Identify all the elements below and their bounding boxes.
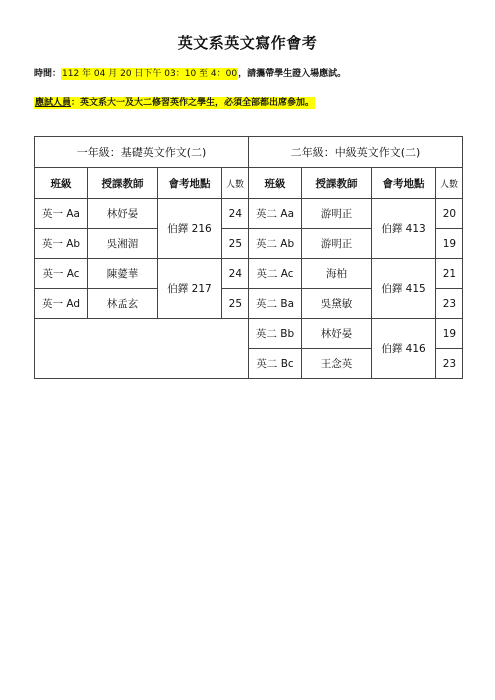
year2-class-header: 班級: [249, 168, 302, 199]
year1-class-cell: 英一 Ad: [35, 289, 88, 319]
year2-count-cell: 23: [436, 289, 463, 319]
year2-teacher-cell: 游明正: [302, 229, 372, 259]
year2-location-cell: 伯鐸 416: [372, 319, 436, 379]
year1-count-header: 人數: [222, 168, 249, 199]
year1-class-header: 班級: [35, 168, 88, 199]
time-label: 時間：: [34, 69, 62, 79]
year2-count-header: 人數: [436, 168, 463, 199]
exam-schedule-table: [34, 136, 463, 379]
table-row: [35, 199, 463, 229]
year2-class-cell: 英二 Ab: [249, 229, 302, 259]
year2-count-cell: 19: [436, 319, 463, 349]
year1-count-cell: 25: [222, 229, 249, 259]
year1-class-cell: 英一 Aa: [35, 199, 88, 229]
year2-teacher-cell: 吳黛敏: [302, 289, 372, 319]
year1-location-cell: 伯鐸 217: [158, 259, 222, 319]
year2-teacher-header: 授課教師: [302, 168, 372, 199]
year1-course-heading: 一年級：基礎英文作文(二): [35, 137, 249, 168]
notice-highlight: [34, 97, 315, 109]
year1-location-header: 會考地點: [158, 168, 222, 199]
year1-count-cell: 25: [222, 289, 249, 319]
time-suffix: ，請攜帶學生證入場應試。: [238, 69, 347, 79]
year2-teacher-cell: 王念英: [302, 349, 372, 379]
course-heading-row: [35, 137, 463, 168]
year1-class-cell: 英一 Ab: [35, 229, 88, 259]
year2-count-cell: 19: [436, 229, 463, 259]
year1-empty-cell: [35, 319, 249, 379]
year2-teacher-cell: 林妤晏: [302, 319, 372, 349]
year1-count-cell: 24: [222, 259, 249, 289]
year1-teacher-cell: 林妤晏: [88, 199, 158, 229]
year2-location-cell: 伯鐸 413: [372, 199, 436, 259]
notice-text: ：英文系大一及大二修習英作之學生，必須全部都出席參加。: [71, 98, 315, 108]
year2-class-cell: 英二 Bb: [249, 319, 302, 349]
year2-teacher-cell: 海柏: [302, 259, 372, 289]
year2-class-cell: 英二 Bc: [249, 349, 302, 379]
year1-teacher-cell: 林孟玄: [88, 289, 158, 319]
year2-course-heading: 二年級：中級英文作文(二): [249, 137, 463, 168]
year2-location-header: 會考地點: [372, 168, 436, 199]
year2-teacher-cell: 游明正: [302, 199, 372, 229]
year2-location-cell: 伯鐸 415: [372, 259, 436, 319]
time-value: 112 年 04 月 20 日下午 03：10 至 4：00: [62, 69, 238, 79]
year2-class-cell: 英二 Ba: [249, 289, 302, 319]
year1-count-cell: 24: [222, 199, 249, 229]
column-header-row: [35, 168, 463, 199]
exam-notice-line: [34, 97, 315, 110]
year2-count-cell: 20: [436, 199, 463, 229]
year1-teacher-cell: 吳湘湄: [88, 229, 158, 259]
exam-time-line: [34, 68, 346, 81]
year2-class-cell: 英二 Aa: [249, 199, 302, 229]
year1-class-cell: 英一 Ac: [35, 259, 88, 289]
table-row: [35, 319, 463, 349]
year1-teacher-cell: 陳薆華: [88, 259, 158, 289]
page-title: 英文系英文寫作會考: [177, 34, 318, 52]
year2-class-cell: 英二 Ac: [249, 259, 302, 289]
year2-count-cell: 21: [436, 259, 463, 289]
notice-label: 應試人員: [35, 98, 72, 108]
year1-teacher-header: 授課教師: [88, 168, 158, 199]
table-row: [35, 259, 463, 289]
year1-location-cell: 伯鐸 216: [158, 199, 222, 259]
year2-count-cell: 23: [436, 349, 463, 379]
